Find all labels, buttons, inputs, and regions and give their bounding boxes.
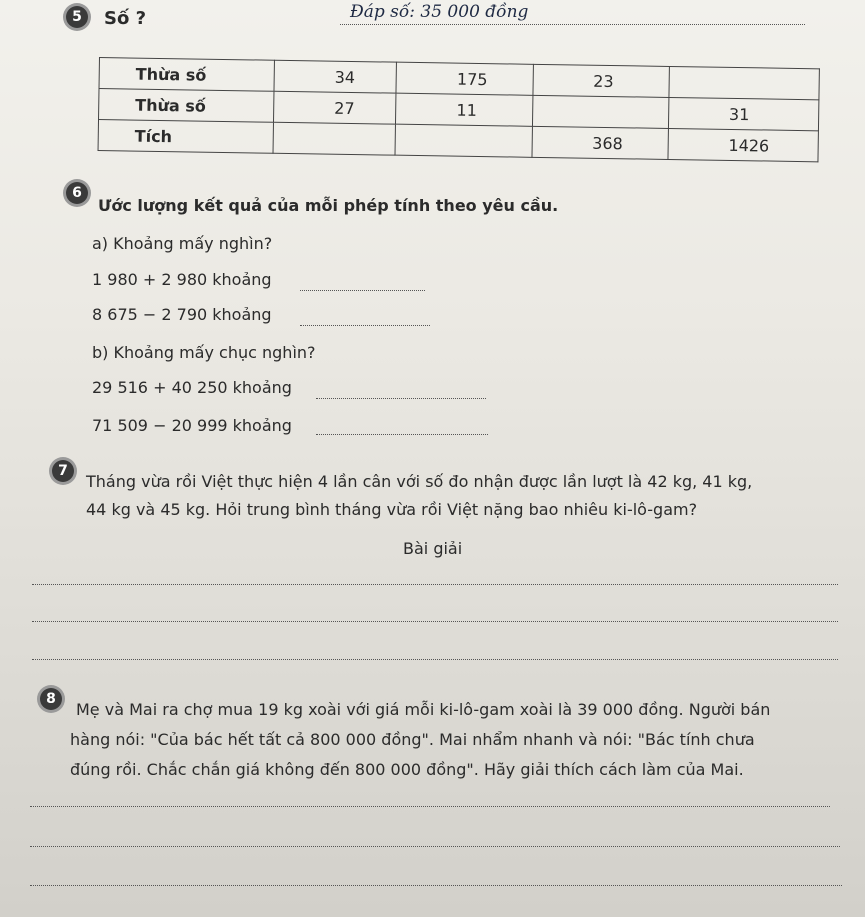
table-cell: 11 [396,93,533,126]
answer-line[interactable] [316,398,486,399]
exercise-6-number: 6 [66,182,88,204]
solution-label: Bài giải [403,539,463,558]
answer-line[interactable] [30,885,842,886]
estimate-b2: 71 509 − 20 999 khoảng [92,416,292,435]
answer-line[interactable] [32,621,838,622]
answer-line[interactable] [32,584,838,585]
table-cell: 175 [396,62,533,95]
table-cell: 368 [532,126,669,159]
table-cell: 31 [668,97,819,130]
exercise-8-line-1: Mẹ và Mai ra chợ mua 19 kg xoài với giá mỗi ki-lô-gam xoài là 39 000 đồng. Người bán [76,700,771,719]
exercise-8-number: 8 [40,688,62,710]
part-b-question: b) Khoảng mấy chục nghìn? [92,343,316,362]
table-cell [669,66,820,99]
answer-line[interactable] [300,325,430,326]
answer-line[interactable] [30,846,840,847]
table-cell: 23 [532,64,669,97]
table-cell: 1426 [668,128,819,161]
estimate-a1: 1 980 + 2 980 khoảng [92,270,272,289]
part-a-question: a) Khoảng mấy nghìn? [92,234,273,253]
answer-line[interactable] [30,806,830,807]
answer-line[interactable] [316,434,488,435]
exercise-5-number: 5 [66,6,88,28]
answer-line[interactable] [300,290,425,291]
handwritten-answer: Đáp số: 35 000 đồng [350,2,529,22]
table-cell: 27 [273,91,396,124]
table-cell [395,124,532,157]
table-cell: 34 [274,60,397,93]
table-cell [532,95,669,128]
exercise-6-title: Ước lượng kết quả của mỗi phép tính theo yêu cầu. [98,196,559,215]
answer-line[interactable] [32,659,838,660]
multiplication-table [98,57,820,162]
exercise-7-line-2: 44 kg và 45 kg. Hỏi trung bình tháng vừa rồi Việt nặng bao nhiêu ki-lô-gam? [86,500,698,519]
estimate-b1: 29 516 + 40 250 khoảng [92,378,292,397]
exercise-8-line-3: đúng rồi. Chắc chắn giá không đến 800 000 đồng". Hãy giải thích cách làm của Mai. [70,760,744,779]
exercise-7-number: 7 [52,460,74,482]
table-cell [273,122,396,155]
exercise-7-line-1: Tháng vừa rồi Việt thực hiện 4 lần cân với số đo nhận được lần lượt là 42 kg, 41 kg, [86,472,753,491]
row-label: Thừa số [99,58,274,92]
exercise-8-line-2: hàng nói: "Của bác hết tất cả 800 000 đồng". Mai nhẩm nhanh và nói: "Bác tính chưa [70,730,755,749]
estimate-a2: 8 675 − 2 790 khoảng [92,305,272,324]
row-label: Tích [98,120,273,154]
answer-line [340,24,805,25]
row-label: Thừa số [99,89,274,123]
exercise-5-title: Số ? [104,8,147,29]
